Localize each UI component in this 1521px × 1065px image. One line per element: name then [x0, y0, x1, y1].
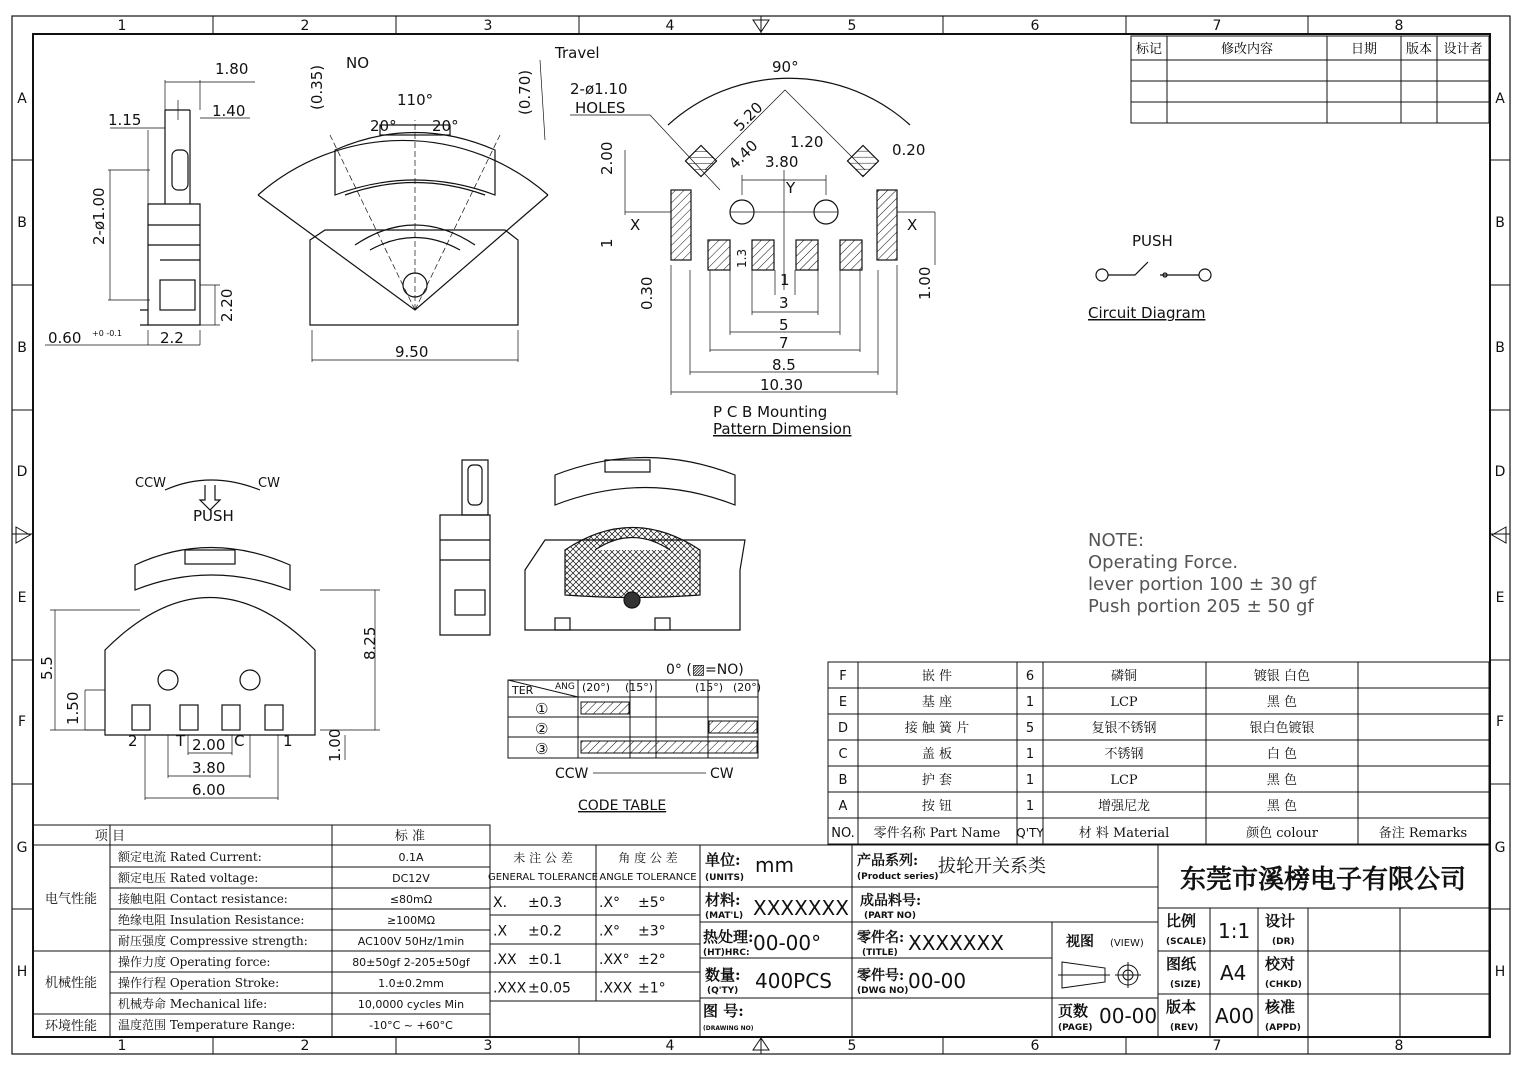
axis-x-right: X	[907, 216, 918, 234]
dim-5-5: 5.5	[38, 656, 56, 680]
tb-ht: 00-00°	[753, 931, 822, 955]
dim-1-20: 1.20	[790, 133, 824, 151]
dim-1-50: 1.50	[64, 691, 82, 725]
spec-row-item: 接触电阻 Contact resistance:	[118, 892, 288, 906]
frame-col-bottom-8: 8	[1394, 1038, 1404, 1054]
dim-2-2: 2.2	[160, 329, 184, 347]
frame-col-bottom-6: 6	[1030, 1038, 1040, 1054]
tb-chkd-label: 校对	[1265, 955, 1296, 973]
bom-row-qty: 1	[1025, 773, 1035, 788]
tb-size-label: 图纸	[1166, 955, 1197, 973]
note-line-2: lever portion 100 ± 30 gf	[1088, 574, 1317, 595]
dim-0-70: (0.70)	[516, 69, 534, 115]
dim-0-60: 0.60	[48, 329, 82, 347]
code-angle-3: (15°)	[695, 681, 724, 694]
spec-row-value: 10,0000 cycles Min	[357, 998, 465, 1011]
frame-row-left-2: B	[17, 340, 27, 356]
bom-row-no: D	[837, 721, 849, 736]
pin-t: T	[176, 732, 186, 750]
tb-ht-sub: (HT)HRC:	[703, 948, 750, 958]
tb-dwgno-label: 零件号:	[857, 968, 905, 984]
tol-general-key: .X	[493, 923, 508, 940]
bom-row-name: 按 钮	[921, 799, 953, 814]
bom-header-material: 材 料 Material	[1078, 826, 1170, 841]
frame-row-left-0: A	[17, 91, 27, 107]
tb-page-sub: (PAGE)	[1058, 1023, 1093, 1033]
dim-0-60-tolerance: +0 -0.1	[92, 329, 122, 338]
tb-qty: 400PCS	[755, 969, 832, 993]
frame-row-right-0: A	[1495, 91, 1505, 107]
tb-series: 拔轮开关系类	[938, 856, 1046, 877]
dim-2-holes-1-00: 2-ø1.00	[90, 187, 108, 245]
dim-3-80-bottom: 3.80	[192, 759, 226, 777]
bom-row-name: 接 触 簧 片	[904, 721, 970, 736]
tol-angle-value: ±5°	[638, 895, 666, 911]
dim-1: 1	[780, 271, 790, 289]
bom-header-qty: Q'TY	[1016, 826, 1044, 840]
tb-appd-label: 核准	[1265, 998, 1296, 1016]
tol-general-value: ±0.3	[528, 895, 562, 911]
bom-row-name: 护 套	[921, 773, 953, 788]
frame-col-top-8: 8	[1394, 18, 1404, 34]
tb-material-label: 材料:	[705, 891, 741, 909]
dim-1-3: 1.3	[735, 248, 749, 268]
tb-dr-sub: (DR)	[1272, 937, 1295, 947]
dim-2-holes-1-10: 2-ø1.10	[570, 80, 628, 98]
rev-header-date: 日期	[1350, 42, 1378, 57]
tb-chkd-sub: (CHKD)	[1265, 980, 1302, 990]
spec-row-item: 绝缘电阻 Insulation Resistance:	[118, 913, 305, 927]
dim-1-vert: 1	[598, 238, 616, 248]
code-row-3: ③	[535, 740, 549, 758]
tb-dwgno: 00-00	[908, 969, 967, 993]
frame-col-bottom-7: 7	[1212, 1038, 1222, 1054]
tol-angle-key: .X°	[599, 923, 621, 940]
tb-scale-sub: (SCALE)	[1166, 937, 1207, 947]
code-angle-2: (15°)	[625, 681, 654, 694]
code-table	[508, 662, 761, 814]
code-angle-4: (20°)	[733, 681, 762, 694]
frame-row-left-5: F	[17, 714, 27, 730]
spec-group-mechanical: 机械性能	[44, 976, 98, 991]
pin-1: 1	[283, 732, 293, 750]
frame-col-bottom-1: 1	[117, 1038, 127, 1054]
dim-6-00: 6.00	[192, 781, 226, 799]
code-cw: CW	[710, 766, 734, 782]
tb-view-sub: (VIEW)	[1110, 938, 1144, 949]
tb-material-sub: (MAT'L)	[705, 911, 744, 921]
tol-general-key: X.	[493, 895, 508, 911]
tb-units: mm	[755, 853, 794, 877]
bom-row-colour: 镀银 白色	[1253, 669, 1311, 684]
tb-size-sub: (SIZE)	[1170, 980, 1201, 990]
tb-dwg-label: 图 号:	[703, 1002, 744, 1020]
note-block	[1088, 530, 1317, 617]
revision-table	[1131, 36, 1489, 123]
bom-header-part: 零件名称 Part Name	[873, 826, 1001, 841]
frame-col-top-7: 7	[1212, 18, 1222, 34]
code-row-1: ①	[535, 700, 549, 718]
isometric-view	[525, 458, 745, 631]
tol-angle-key: .XX°	[599, 952, 630, 968]
bom-row-material: 不锈钢	[1104, 747, 1144, 762]
projection-symbol-icon	[1058, 962, 1141, 988]
tb-view-label: 视图	[1066, 934, 1094, 950]
tb-dr-label: 设计	[1265, 912, 1296, 930]
bom-row-name: 基 座	[921, 695, 953, 710]
tb-page-label: 页数	[1058, 1002, 1089, 1020]
dim-0-35: (0.35)	[308, 64, 326, 110]
tb-page: 00-00	[1099, 1004, 1158, 1028]
frame-col-top-5: 5	[847, 18, 857, 34]
dim-10-30: 10.30	[760, 376, 803, 394]
bom-row-colour: 黑 色	[1266, 799, 1298, 814]
front-view-dims	[308, 44, 600, 361]
dim-1-40: 1.40	[212, 102, 246, 120]
bom-row-name: 盖 板	[921, 747, 953, 762]
tb-dwg-sub: (DRAWING NO)	[703, 1025, 754, 1032]
pcb-caption-2: Pattern Dimension	[713, 420, 852, 438]
spec-row-value: ≤80mΩ	[389, 893, 433, 906]
code-legend: 0° (▨=NO)	[666, 662, 744, 678]
tol-angle-cn: 角 度 公 差	[618, 851, 678, 865]
code-ccw: CCW	[555, 766, 589, 782]
spec-row-item: 温度范围 Temperature Range:	[118, 1018, 296, 1032]
tol-angle-value: ±3°	[638, 923, 666, 940]
tol-angle-key: .X°	[599, 895, 621, 911]
dim-1-00-right: 1.00	[916, 266, 934, 300]
frame-row-markers	[12, 91, 1510, 980]
dim-20deg-right: 20°	[432, 117, 459, 135]
bom-row-colour: 黑 色	[1266, 695, 1298, 710]
axis-x-left: X	[630, 216, 641, 234]
bom-header-no: NO.	[831, 826, 855, 841]
side-view-small	[440, 460, 490, 635]
rev-header-content: 修改内容	[1220, 42, 1274, 57]
dim-8-25: 8.25	[361, 626, 379, 660]
tol-general-value: ±0.1	[528, 952, 562, 968]
tb-part-label: 成品料号:	[860, 893, 922, 909]
dim-5-20: 5.20	[730, 98, 767, 135]
label-cw: CW	[258, 476, 280, 491]
tol-general-en: GENERAL TOLERANCE	[487, 872, 599, 883]
pin-2: 2	[128, 732, 138, 750]
code-row-2: ②	[535, 720, 549, 738]
dim-1-15: 1.15	[108, 111, 142, 129]
note-title: NOTE:	[1088, 530, 1145, 551]
tol-angle-en: ANGLE TOLERANCE	[599, 872, 697, 883]
note-line-1: Operating Force.	[1088, 552, 1239, 573]
tol-angle-value: ±2°	[638, 952, 666, 968]
dim-2-00-bottom: 2.00	[192, 736, 226, 754]
bom-table	[828, 662, 1489, 844]
bom-row-material: 复银不锈钢	[1091, 721, 1157, 736]
tb-title-label: 零件名:	[857, 930, 905, 946]
tb-series-sub: (Product series)	[857, 872, 939, 882]
spec-row-item: 操作行程 Operation Stroke:	[118, 976, 280, 990]
frame-col-top-2: 2	[300, 18, 310, 34]
spec-row-value: DC12V	[392, 872, 430, 885]
tol-angle-value: ±1°	[638, 980, 666, 997]
bom-row-material: LCP	[1110, 773, 1138, 788]
tb-units-sub: (UNITS)	[705, 873, 745, 883]
frame-row-left-3: D	[16, 464, 28, 480]
dim-8-5: 8.5	[772, 356, 796, 374]
bom-header-colour: 颜色 colour	[1246, 826, 1318, 841]
dim-5: 5	[779, 316, 789, 334]
dim-0-30: 0.30	[638, 276, 656, 310]
spec-header-item: 项 目	[94, 829, 126, 844]
frame-row-right-7: H	[1494, 964, 1506, 980]
dim-0-20: 0.20	[892, 141, 926, 159]
bom-row-qty: 5	[1025, 721, 1035, 736]
tb-scale: 1:1	[1218, 919, 1251, 943]
bom-row-qty: 1	[1025, 747, 1035, 762]
spec-group-electrical: 电气性能	[44, 892, 98, 907]
bottom-view-dims	[38, 476, 379, 799]
spec-row-value: 0.1A	[398, 851, 424, 864]
dim-4-40: 4.40	[725, 136, 762, 173]
rev-header-designer: 设计者	[1443, 42, 1483, 57]
pin-c: C	[234, 732, 245, 750]
frame-row-right-1: B	[1495, 215, 1505, 231]
bom-row-no: A	[838, 799, 848, 814]
tb-material: XXXXXXX	[753, 896, 849, 920]
frame-row-left-4: E	[17, 590, 27, 606]
spec-group-environment: 环境性能	[44, 1019, 98, 1034]
bom-row-name: 嵌 件	[921, 669, 953, 684]
bom-row-no: E	[838, 695, 848, 710]
bom-row-qty: 1	[1025, 695, 1035, 710]
note-line-3: Push portion 205 ± 50 gf	[1088, 596, 1314, 617]
tb-part-sub: (PART NO)	[864, 911, 916, 921]
code-header-ang: ANG	[555, 682, 575, 692]
dim-90deg: 90°	[772, 58, 799, 76]
bom-header-remarks: 备注 Remarks	[1378, 826, 1468, 841]
spec-row-value: 80±50gf 2-205±50gf	[352, 956, 470, 969]
tb-company: 东莞市溪榜电子有限公司	[1179, 865, 1467, 895]
tb-rev: A00	[1215, 1004, 1255, 1028]
tb-rev-sub: (REV)	[1170, 1023, 1199, 1033]
circuit-labels	[1088, 232, 1205, 322]
dim-3-80: 3.80	[765, 153, 799, 171]
tb-appd-sub: (APPD)	[1265, 1023, 1301, 1033]
frame-row-left-7: H	[16, 964, 28, 980]
rev-header-mark: 标记	[1135, 42, 1163, 57]
tb-qty-sub: (Q'TY)	[707, 986, 739, 996]
frame-col-bottom-4: 4	[665, 1038, 675, 1054]
dim-3: 3	[779, 294, 789, 312]
axis-y: Y	[786, 179, 796, 197]
dim-1-00-bottom: 1.00	[326, 728, 344, 762]
frame-row-left-6: G	[16, 840, 28, 856]
tb-scale-label: 比例	[1166, 912, 1197, 930]
frame-row-left-1: B	[17, 215, 27, 231]
dim-no: NO	[346, 54, 370, 72]
tol-general-key: .XX	[493, 952, 517, 968]
frame-col-top-3: 3	[483, 18, 493, 34]
frame-col-top-1: 1	[117, 18, 127, 34]
bom-row-colour: 黑 色	[1266, 773, 1298, 788]
tb-ht-label: 热处理:	[703, 928, 754, 946]
spec-row-item: 耐压强度 Compressive strength:	[118, 934, 308, 948]
dim-2-20: 2.20	[218, 288, 236, 322]
tb-series-label: 产品系列:	[857, 853, 919, 869]
frame-row-right-6: G	[1494, 840, 1506, 856]
frame-row-right-3: D	[1494, 464, 1506, 480]
dim-7: 7	[779, 334, 789, 352]
pcb-pattern	[570, 78, 935, 395]
pcb-caption-1: P C B Mounting	[713, 403, 828, 421]
spec-row-item: 额定电压 Rated voltage:	[118, 871, 259, 885]
tol-angle-key: .XXX	[599, 980, 633, 997]
code-angle-1: (20°)	[582, 681, 611, 694]
tb-qty-label: 数量:	[705, 966, 741, 984]
bom-row-material: 增强尼龙	[1097, 799, 1151, 814]
code-caption: CODE TABLE	[578, 798, 667, 814]
bom-row-no: C	[838, 747, 848, 762]
spec-row-item: 机械寿命 Mechanical life:	[118, 997, 268, 1011]
tolerance-table	[488, 845, 700, 1037]
tb-size: A4	[1220, 961, 1247, 985]
frame-row-right-5: F	[1495, 714, 1505, 730]
frame-col-top-6: 6	[1030, 18, 1040, 34]
bom-row-qty: 6	[1025, 669, 1035, 684]
frame-col-bottom-3: 3	[483, 1038, 493, 1054]
bom-row-colour: 银白色镀银	[1249, 721, 1315, 736]
spec-table	[33, 825, 490, 1037]
frame-col-top-4: 4	[665, 18, 675, 34]
spec-row-item: 额定电流 Rated Current:	[118, 850, 262, 864]
bom-row-material: 磷铜	[1110, 669, 1138, 684]
label-push: PUSH	[193, 507, 234, 525]
dim-holes: HOLES	[575, 99, 626, 117]
bom-row-qty: 1	[1025, 799, 1035, 814]
label-ccw: CCW	[135, 476, 167, 491]
label-travel: Travel	[555, 44, 600, 62]
title-block	[700, 845, 1489, 1037]
tb-units-label: 单位:	[705, 851, 741, 869]
dim-20deg-left: 20°	[370, 117, 397, 135]
circuit-diagram	[1096, 262, 1211, 281]
spec-header-std: 标 准	[394, 829, 426, 844]
dim-2-00: 2.00	[598, 141, 616, 175]
circuit-push-label: PUSH	[1132, 232, 1173, 250]
tol-general-key: .XXX	[493, 980, 527, 997]
dim-110deg: 110°	[397, 91, 434, 109]
bom-row-material: LCP	[1110, 695, 1138, 710]
dim-1-80: 1.80	[215, 60, 249, 78]
code-header-ter: TER	[512, 684, 534, 697]
tb-title-sub: (TITLE)	[862, 948, 898, 958]
tb-title: XXXXXXX	[908, 931, 1004, 955]
tol-general-cn: 未 注 公 差	[513, 851, 573, 865]
frame-col-bottom-5: 5	[847, 1038, 857, 1054]
bom-row-colour: 白 色	[1266, 747, 1298, 762]
tb-rev-label: 版本	[1166, 998, 1197, 1016]
spec-row-value: AC100V 50Hz/1min	[357, 935, 465, 948]
spec-row-value: -10°C ~ +60°C	[369, 1019, 453, 1032]
dim-9-50: 9.50	[395, 343, 429, 361]
tb-dwgno-sub: (DWG NO)	[857, 986, 909, 996]
frame-row-right-4: E	[1495, 590, 1505, 606]
frame-row-right-2: B	[1495, 340, 1505, 356]
rev-header-version: 版本	[1405, 42, 1433, 57]
frame-col-bottom-2: 2	[300, 1038, 310, 1054]
bom-row-no: F	[839, 669, 847, 684]
spec-row-value: 1.0±0.2mm	[378, 977, 444, 990]
tol-general-value: ±0.2	[528, 923, 562, 940]
spec-row-value: ≥100MΩ	[386, 914, 436, 927]
circuit-caption: Circuit Diagram	[1088, 304, 1206, 322]
spec-row-item: 操作力度 Operating force:	[118, 955, 271, 969]
tol-general-value: ±0.05	[528, 980, 571, 997]
bom-row-no: B	[838, 773, 848, 788]
